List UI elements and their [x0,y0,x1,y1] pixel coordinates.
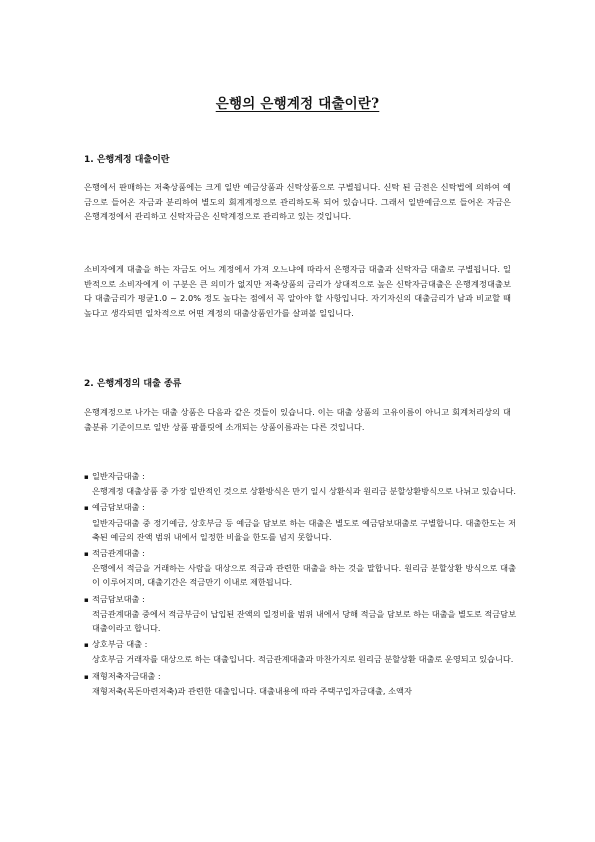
bullet-icon: ▪ [84,550,89,559]
list-item-name: 적금담보대출 : [92,593,145,604]
list-item-name: 상호부금 대출 : [92,639,148,650]
list-item-name: 예금담보대출 : [92,502,145,513]
list-item-name: 적금관계대출 : [92,548,145,559]
list-item-text: 은행에서 적금을 거래하는 사람을 대상으로 적금과 관련한 대출을 하는 것을 말합니다. 원리금 분할상환 방식으로 대출이 이루어지며, 대출기간은 적금만기 이내로 제한됩니다. [92,563,516,588]
bullet-icon: ▪ [84,641,89,650]
list-item-text: 상호부금 거래자를 대상으로 하는 대출입니다. 적금관계대출과 마찬가지로 원리금 분할상환 대출로 운영되고 있습니다. [92,654,514,665]
list-item-text: 은행계정 대출상품 중 가장 일반적인 것으로 상환방식은 만기 일시 상환식과 원리금 분할상환방식으로 나뉘고 있습니다. [92,486,516,497]
bullet-icon: ▪ [84,504,89,513]
section-2-paragraph-1: 은행계정으로 나가는 대출 상품은 다음과 같은 것들이 있습니다. 이는 대출 상품의 고유이름이 아니고 회계처리상의 대출분류 기준이므로 일반 상품 팜플릿에 소개되는 상품이름과는 다른 것입니다. [84,407,511,432]
section-2-heading: 2. 은행계정의 대출 종류 [84,379,182,389]
list-item-name: 재형저축자금대출 : [92,670,161,681]
list-item [84,500,516,544]
document-title: 은행의 은행계정 대출이란? [215,96,380,112]
bullet-icon: ▪ [84,473,89,481]
loan-type-list [84,469,516,700]
bullet-icon: ▪ [84,595,89,604]
section-1-paragraph-1: 은행에서 판매하는 저축상품에는 크게 일반 예금상품과 신탁상품으로 구별됩니다. 신탁 된 금전은 신탁법에 의하여 예금으로 들어온 자금과 분리하여 별도의 회계계정으로 관리하도록 되어 있습니다. 그래서 일반예금으로 들어온 자금은 은행계정에서 관리하고 신탁자금은 신탁계정으로 관리하고 있는 것입니다. [84,182,511,221]
list-item-text: 적금관계대출 중에서 적금부금이 납입된 잔액의 일정비율 범위 내에서 당해 적금을 담보로 하는 대출을 별도로 적금담보대출이라고 합니다. [92,608,516,634]
section-1-heading: 1. 은행계정 대출이란 [84,155,170,165]
list-item-name: 일반자금대출 : [92,471,145,481]
list-item [84,469,516,498]
section-1-paragraph-2: 소비자에게 대출을 하는 자금도 어느 계정에서 가져 오느냐에 따라서 은행자금 대출과 신탁자금 대출로 구별됩니다. 일반적으로 소비자에게 이 구분은 큰 의미가 없지만 저축상품의 금리가 상대적으로 높은 신탁자금대출은 은행계정대출보다 대출금리가 평균1.0 ~ 2.0% 정도 높다는 점에서 꼭 알아야 할 사항입니다. 자기자신의 대출금리가 남과 비교할 때 높다고 생각되면 일차적으로 어떤 계정의 대출상품인가를 살펴볼 일입니다. [84,264,511,318]
list-item [84,637,516,666]
list-item-text: 재형저축(목돈마련저축)과 관련한 대출입니다. 대출내용에 따라 주택구입자금대출, 소액자 [92,685,412,696]
list-item [84,592,516,636]
list-item [84,546,516,590]
list-item-text: 일반자금대출 중 정기예금, 상호부금 등 예금을 담보로 하는 대출은 별도로 예금담보대출로 구별합니다. 대출한도는 저축된 예금의 잔액 범위 내에서 일정한 비율을 한도를 넘지 못합니다. [92,517,516,542]
bullet-icon: ▪ [84,672,89,681]
list-item [84,669,516,698]
